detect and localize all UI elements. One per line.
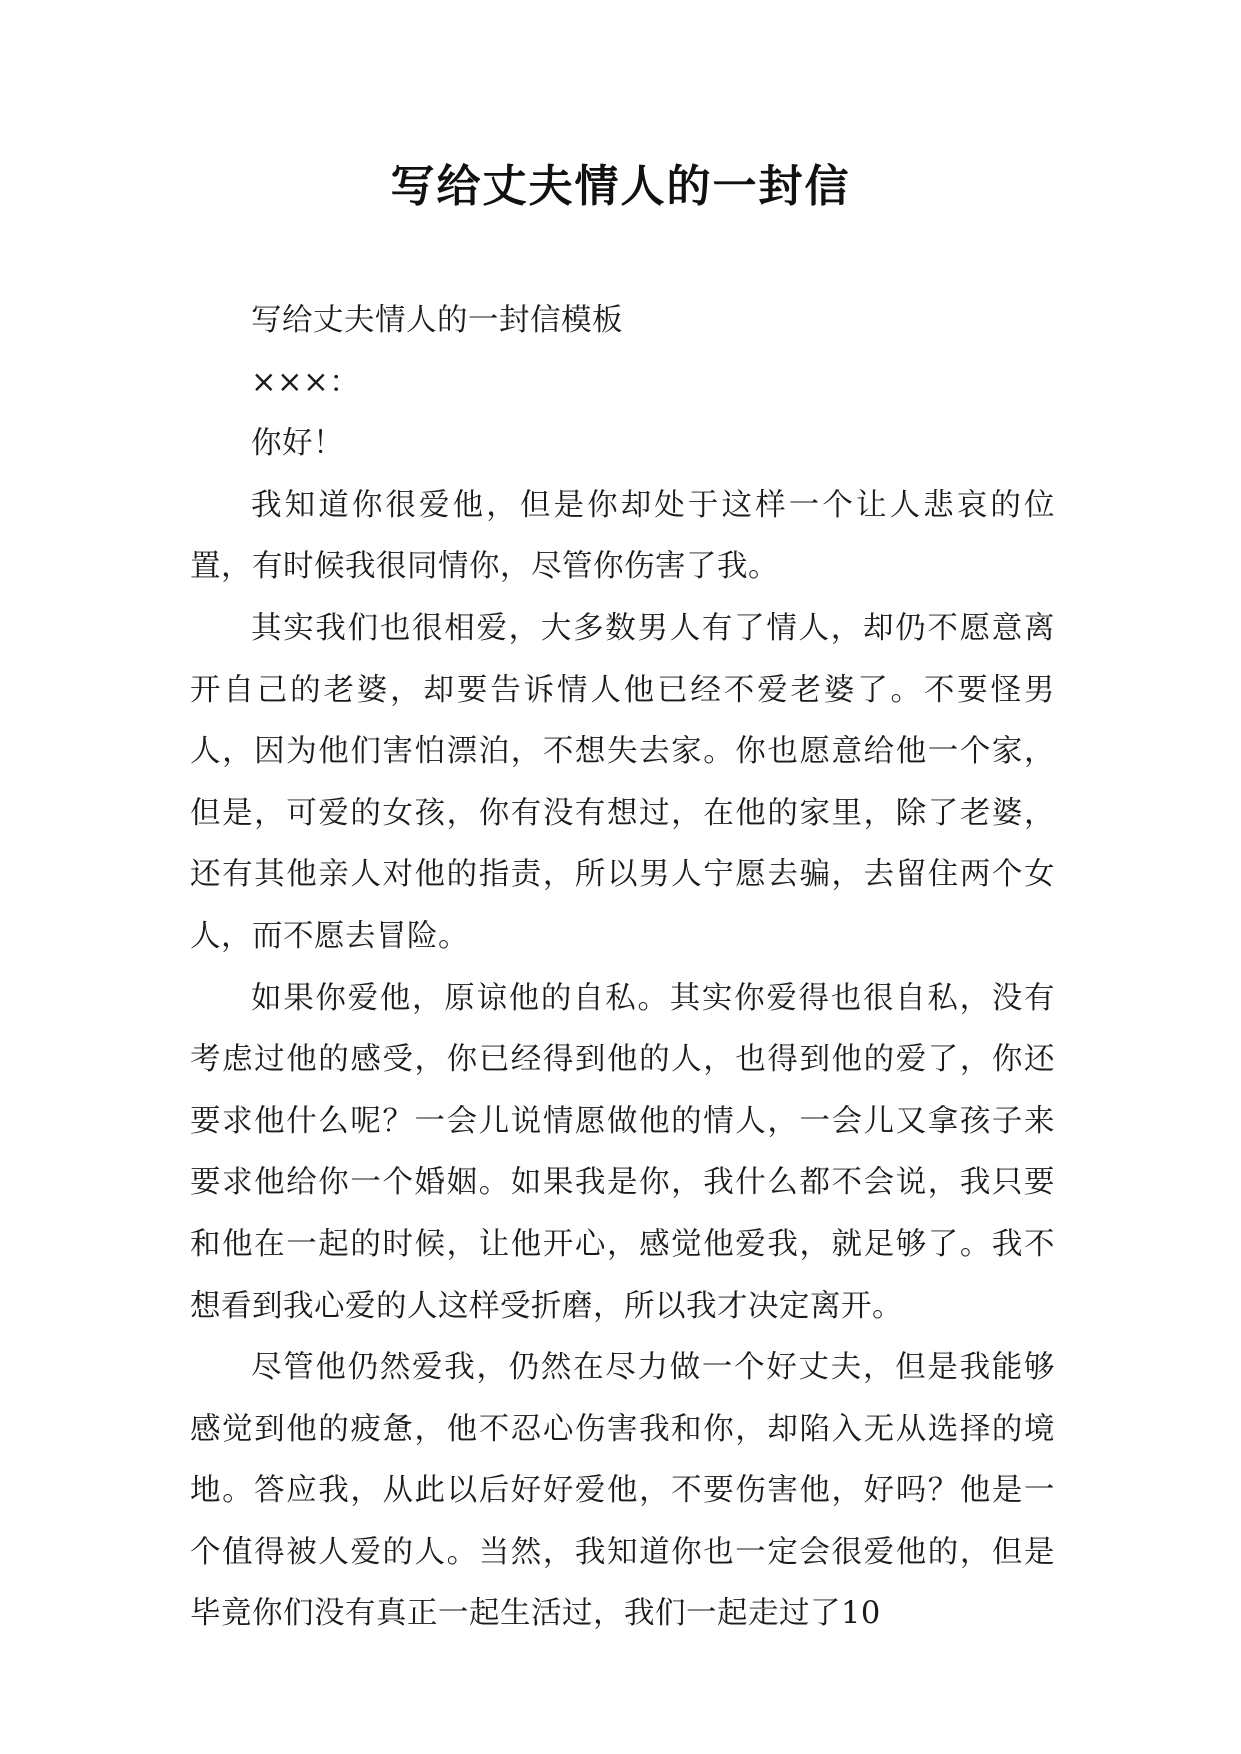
document-body — [190, 290, 1055, 1645]
document-title: 写给丈夫情人的一封信 — [390, 161, 851, 212]
paragraph: 我知道你很爱他，但是你却处于这样一个让人悲哀的位置，有时候我很同情你，尽管你伤害了我。 — [190, 487, 1055, 585]
paragraph-greeting: 你好！ — [251, 426, 344, 462]
paragraph: 其实我们也很相爱，大多数男人有了情人，却仍不愿意离开自己的老婆，却要告诉情人他已经不爱老婆了。不要怪男人，因为他们害怕漂泊，不想失去家。你也愿意给他一个家，但是，可爱的女孩，你有没有想过，在他的家里，除了老婆，还有其他亲人对他的指责，所以男人宁愿去骗，去留住两个女人，而不愿去冒险。 — [190, 610, 1055, 954]
paragraph-heading: 写给丈夫情人的一封信模板 — [251, 303, 623, 338]
paragraph-salutation: ×××： — [251, 364, 361, 400]
paragraph: 如果你爱他，原谅他的自私。其实你爱得也很自私，没有考虑过他的感受，你已经得到他的人，也得到他的爱了，你还要求他什么呢？一会儿说情愿做他的情人，一会儿又拿孩子来要求他给你一个婚姻。如果我是你，我什么都不会说，我只要和他在一起的时候，让他开心，感觉他爱我，就足够了。我不想看到我心爱的人这样受折磨，所以我才决定离开。 — [190, 980, 1055, 1324]
paragraph: 尽管他仍然爱我，仍然在尽力做一个好丈夫，但是我能够感觉到他的疲惫，他不忍心伤害我和你，却陷入无从选择的境地。答应我，从此以后好好爱他，不要伤害他，好吗？他是一个值得被人爱的人。当然，我知道你也一定会很爱他的，但是毕竟你们没有真正一起生活过，我们一起走过了10 — [190, 1350, 1055, 1632]
